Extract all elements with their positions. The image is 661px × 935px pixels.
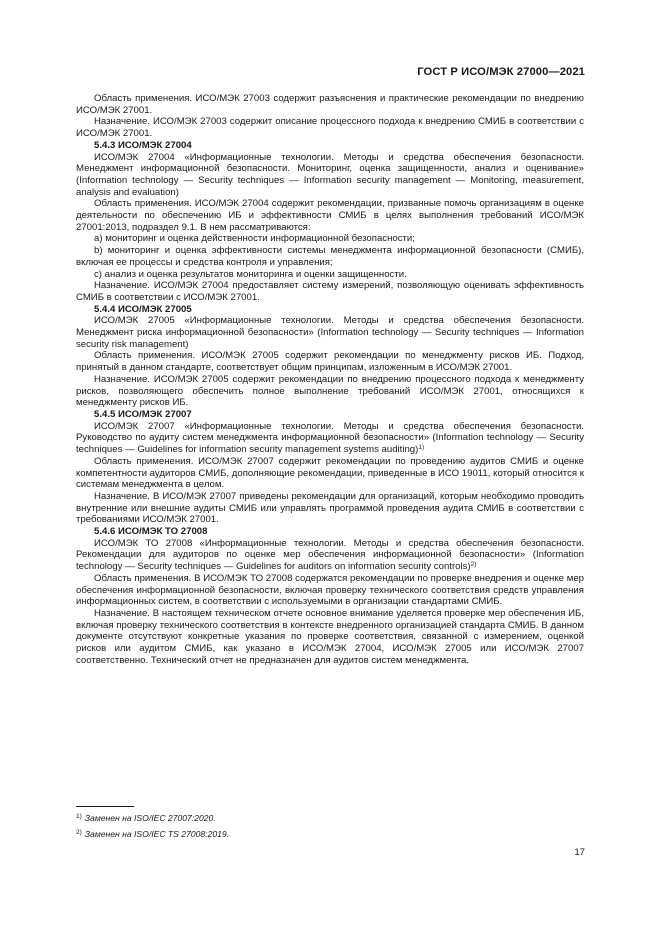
footnote xyxy=(76,811,584,827)
paragraph: Назначение. В ИСО/МЭК 27007 приведены рекомендации для организаций, которым необходимо проводить внутренние или внешние аудиты СМИБ или управлять программой проведения аудита СМИБ в соответствии с требованиями ИСО/МЭК 27001. xyxy=(76,490,584,526)
footnote-mark: 2) xyxy=(76,828,82,836)
footnotes xyxy=(76,811,584,842)
paragraph: Назначение. ИСО/МЭК 27004 предоставляет систему измерений, позволяющую оценивать эффективность СМИБ в соответствии с ИСО/МЭК 27001. xyxy=(76,280,584,303)
paragraph: ИСО/МЭК 27005 «Информационные технологии. Методы и средства обеспечения безопасности. Менеджмент риска информационной безопасности» (Information technology — Security techniques — Information security risk management) xyxy=(76,315,584,350)
paragraph: Область применения. ИСО/МЭК 27005 содержит рекомендации по менеджменту рисков ИБ. Подход, принятый в данном стандарте, соответствует общим принципам, изложенным в ИСО/МЭК 27001. xyxy=(76,350,584,374)
paragraph: Область применения. ИСО/МЭК 27003 содержит разъяснения и практические рекомендации по внедрению ИСО/МЭК 27001. xyxy=(76,93,584,116)
paragraph-text: ИСО/МЭК ТО 27008 «Информационные технологии. Методы и средства обеспечения безопасности. Рекомендации для аудиторов по оценке мер обеспечения информационной безопасности» (Information technology — Security techniques — Guidelines for auditors on information security controls) xyxy=(76,537,584,573)
document-header: ГОСТ Р ИСО/МЭК 27000—2021 xyxy=(417,66,585,78)
section-heading: 5.4.5 ИСО/МЭК 27007 xyxy=(94,408,192,420)
paragraph: Область применения. В ИСО/МЭК ТО 27008 содержатся рекомендации по проверке внедрения и оценке мер обеспечения информационной безопасности, включая проверку технического соответствия средств управления информационных систем, в соответствии с используемыми в организации стандартами СМИБ. xyxy=(76,572,584,608)
footnote-ref[interactable]: 2) xyxy=(470,561,477,569)
list-item: b) мониторинг и оценка эффективности системы менеджмента информационной безопасности (СМИБ), включая ее процессы и средства контроля и управления; xyxy=(76,245,584,268)
paragraph: Назначение. ИСО/МЭК 27003 содержит описание процессного подхода к внедрению СМИБ в соответствии с ИСО/МЭК 27001. xyxy=(76,116,584,140)
footnote xyxy=(76,827,584,843)
section-heading: 5.4.4 ИСО/МЭК 27005 xyxy=(94,303,192,315)
footnote-text: Заменен на ISO/IEC TS 27008:2019. xyxy=(84,828,230,839)
footnote-text: Заменен на ISO/IEC 27007:2020. xyxy=(84,813,216,823)
document-body xyxy=(76,93,584,666)
list-item: a) мониторинг и оценка действенности информационной безопасности; xyxy=(94,233,415,245)
section-heading: 5.4.6 ИСО/МЭК ТО 27008 xyxy=(94,526,208,538)
footnote-ref[interactable]: 1) xyxy=(418,444,425,452)
section-heading: 5.4.3 ИСО/МЭК 27004 xyxy=(94,139,192,151)
paragraph: Назначение. В настоящем техническом отчете основное внимание уделяется проверке мер обеспечения ИБ, включая проверку технического соответствия в контексте внедренного организацией стандарта СМИБ. В данном документе отсутствуют конкретные указания по проверке соответствия, связанной с измерением, оценкой рисков или аудитом СМИБ, как указано в ИСО/МЭК 27004, ИСО/МЭК 27005 или ИСО/МЭК 27007 соответственно. Технический отчет не предназначен для аудитов систем менеджмента. xyxy=(76,607,584,666)
paragraph-text: ИСО/МЭК 27007 «Информационные технологии. Методы и средства обеспечения безопасности. Руководство по аудиту систем менеджмента информационной безопасности» (Information technology — Security techniques — Guidelines for information security management systems auditing) xyxy=(76,420,584,456)
list-item: c) анализ и оценка результатов мониторинга и оценки защищенности. xyxy=(94,268,407,280)
page-number: 17 xyxy=(574,847,585,858)
footnote-mark: 1) xyxy=(76,813,82,820)
paragraph: Область применения. ИСО/МЭК 27004 содержит рекомендации, призванные помочь организациям в оценке деятельности по обеспечению ИБ и эффективности СМИБ в целях выполнения требований ИСО/МЭК 27001:2013, подраздел 9.1. В нем рассматриваются: xyxy=(76,198,584,233)
footnote-divider xyxy=(76,806,134,807)
paragraph xyxy=(76,538,584,573)
paragraph: ИСО/МЭК 27004 «Информационные технологии. Методы и средства обеспечения безопасности. Менеджмент информационной безопасности. Мониторинг, оценка защищенности, анализ и оценивание» (Information technology — Security techniques — Information security management — Monitoring, measurement, analysis and evaluation) xyxy=(76,151,584,198)
paragraph: Назначение. ИСО/МЭК 27005 содержит рекомендации по внедрению процессного подхода к менеджменту рисков, позволяющего обеспечить полное выполнение требований ИСО/МЭК 27001, относящихся к менеджменту рисков ИБ. xyxy=(76,373,584,409)
paragraph xyxy=(76,421,584,456)
paragraph: Область применения. ИСО/МЭК 27007 содержит рекомендации по проведению аудитов СМИБ и оценке компетентности аудиторов СМИБ, дополняющие рекомендации, приведенные в ИСО 19011, который относится к системам менеджмента в целом. xyxy=(76,455,584,491)
